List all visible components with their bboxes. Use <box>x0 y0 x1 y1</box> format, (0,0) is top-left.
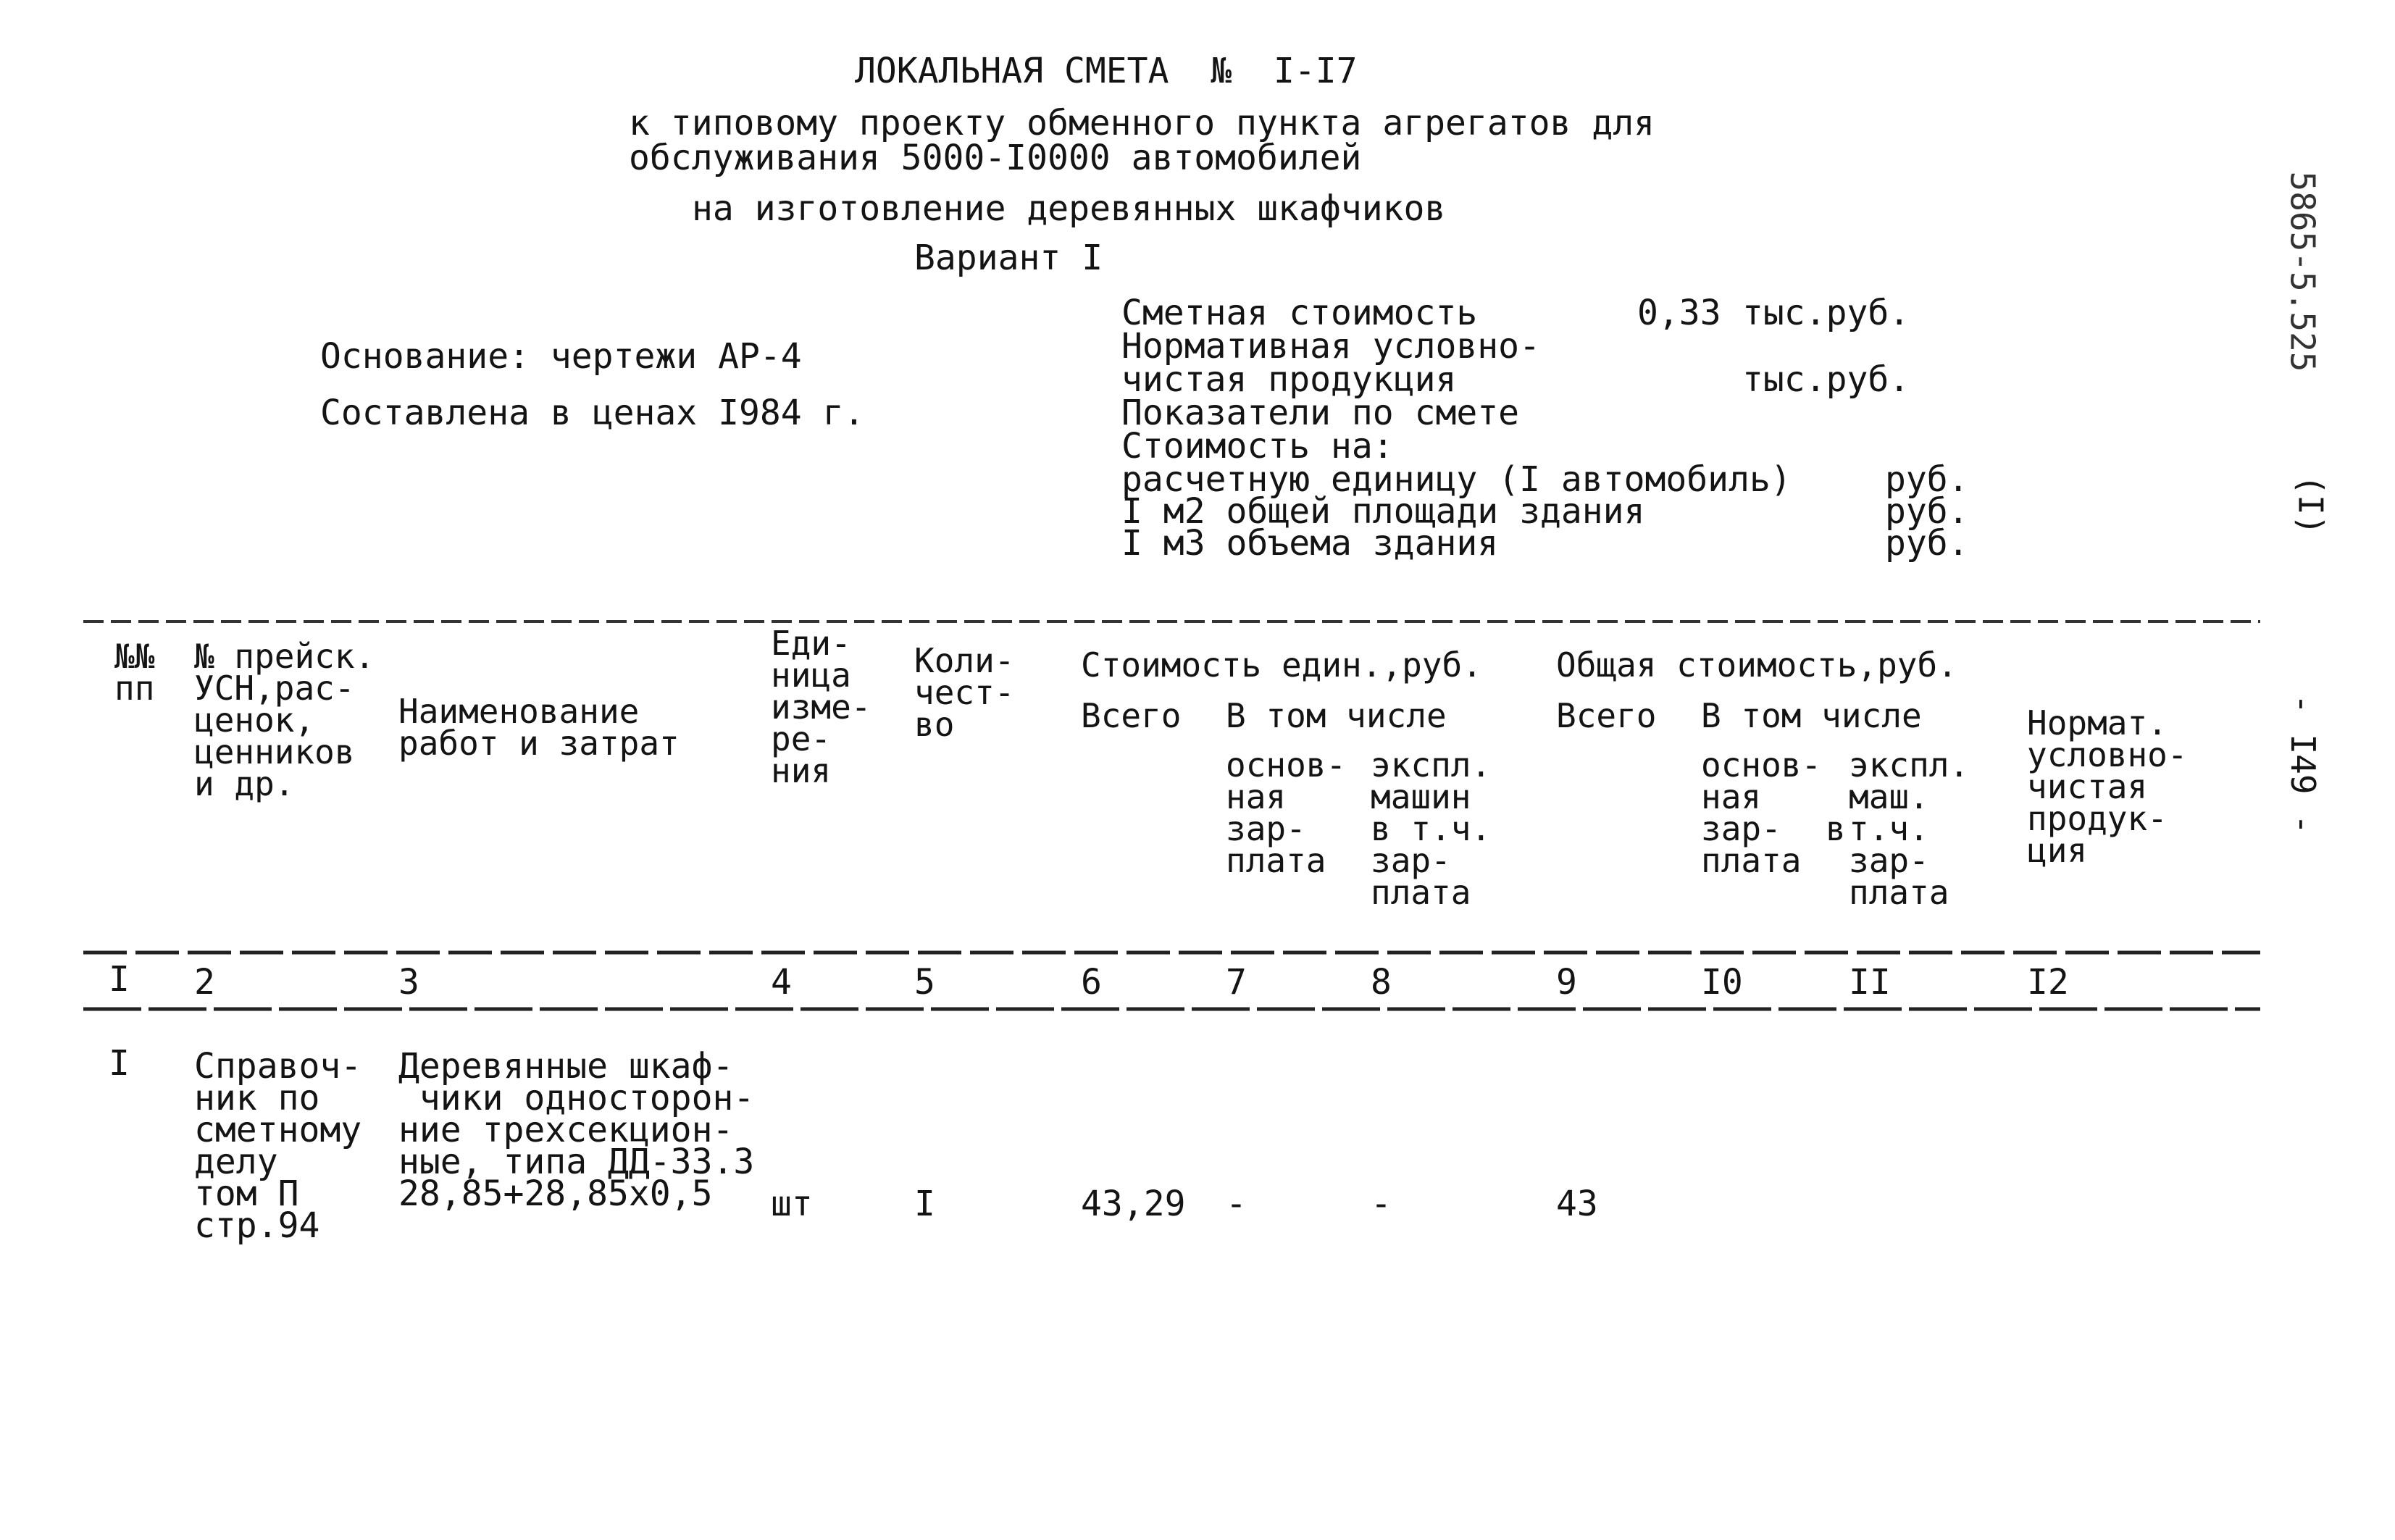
margin-code: 5865-5.525 <box>2283 171 2323 372</box>
header-col11: экспл. маш. т.ч. зар- плата <box>1849 745 1970 912</box>
per-unit-label: расчетную единицу (I автомобиль) <box>1121 459 1792 500</box>
header-total-cost-group: Общая стоимость,руб. <box>1556 645 1957 685</box>
colnum-4: 4 <box>771 962 792 1003</box>
colnum-11: II <box>1849 962 1891 1003</box>
document-subtitle-line2: обслуживания 5000-I0000 автомобилей <box>629 138 1362 178</box>
header-col1: №№ пп <box>114 637 155 708</box>
header-col6: Всего <box>1081 696 1182 735</box>
estimated-cost-unit: тыс.руб. <box>1742 293 1910 333</box>
header-col7-group: В том числе <box>1226 696 1447 735</box>
basis-drawings: Основание: чертежи АР-4 <box>320 336 802 377</box>
row-unit-machines: - <box>1371 1184 1392 1224</box>
net-product-unit: тыс.руб. <box>1742 359 1910 400</box>
cost-on-label: Стоимость на: <box>1121 426 1394 466</box>
header-col9: Всего <box>1556 696 1657 735</box>
per-estimate-label: Показатели по смете <box>1121 393 1520 433</box>
header-col4: Еди- ница изме- ре- ния <box>771 624 872 790</box>
colnum-9: 9 <box>1556 962 1577 1003</box>
per-m3-label: I м3 объема здания <box>1121 523 1499 564</box>
header-col2: № прейск. УСН,рас- ценок, ценников и др. <box>194 637 375 803</box>
colnum-1: I <box>109 959 130 1000</box>
document-subtitle-line1: к типовому проекту обменного пункта агрегатов для <box>629 103 1655 143</box>
colnum-6: 6 <box>1081 962 1102 1003</box>
colnum-3: 3 <box>398 962 419 1003</box>
row-name: Деревянные шкаф- чики односторон- ние трехсекцион- ные, типа ДД-33.3 28,85+28,85х0,5 <box>398 1046 755 1214</box>
header-unit-cost-group: Стоимость един.,руб. <box>1081 645 1482 685</box>
row-unit-salary: - <box>1226 1184 1247 1224</box>
row-reference: Справоч- ник по сметному делу том П стр.94 <box>194 1046 362 1246</box>
per-m2-unit: руб. <box>1885 491 1969 532</box>
page-number: - I49 - <box>2283 694 2323 834</box>
header-col10-group: В том числе <box>1701 696 1922 735</box>
margin-mark: (I) <box>2291 474 2331 535</box>
header-col10: основ- ная зар- плата <box>1701 745 1822 880</box>
header-col10-b: в <box>1826 809 1846 848</box>
header-col12: Нормат. условно- чистая продук- ция <box>2027 703 2188 870</box>
colnum-12: I2 <box>2027 962 2069 1003</box>
row-unit-total: 43,29 <box>1081 1184 1186 1224</box>
estimated-cost-label: Сметная стоимость <box>1121 293 1478 333</box>
per-unit-unit: руб. <box>1885 459 1969 500</box>
document-variant: Вариант I <box>914 238 1103 278</box>
net-product-label-1: Нормативная условно- <box>1121 326 1540 367</box>
document-subject: на изготовление деревянных шкафчиков <box>692 188 1446 229</box>
row-quantity: I <box>914 1184 935 1224</box>
header-col5: Коли- чест- во <box>914 641 1015 744</box>
row-total: 43 <box>1556 1184 1598 1224</box>
per-m3-unit: руб. <box>1885 523 1969 564</box>
header-col8: экспл. машин в т.ч. зар- плата <box>1371 745 1492 912</box>
per-m2-label: I м2 общей площади здания <box>1121 491 1645 532</box>
basis-prices: Составлена в ценах I984 г. <box>320 393 865 433</box>
header-col7: основ- ная зар- плата <box>1226 745 1347 880</box>
colnum-7: 7 <box>1226 962 1247 1003</box>
row-unit: шт <box>771 1184 813 1224</box>
row-num: I <box>109 1043 130 1084</box>
document-title: ЛОКАЛЬНАЯ СМЕТА № I-I7 <box>855 51 1358 91</box>
colnum-2: 2 <box>194 962 215 1003</box>
net-product-label-2: чистая продукция <box>1121 359 1457 400</box>
header-col3: Наименование работ и затрат <box>398 692 680 763</box>
colnum-5: 5 <box>914 962 935 1003</box>
colnum-10: I0 <box>1701 962 1743 1003</box>
colnum-8: 8 <box>1371 962 1392 1003</box>
estimated-cost-value: 0,33 <box>1637 293 1721 333</box>
